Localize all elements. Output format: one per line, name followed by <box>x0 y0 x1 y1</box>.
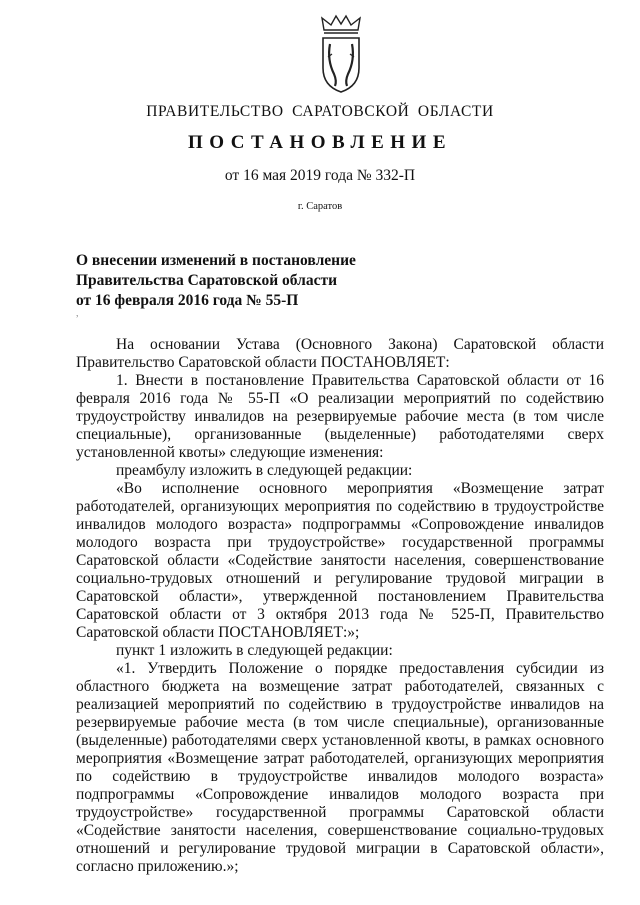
margin-mark: , <box>76 308 79 319</box>
paragraph-preamble-change: преамбулу изложить в следующей редакции: <box>116 462 413 479</box>
paragraph-item-1: 1. Внести в постановление Правительства Саратовской области от 16 февраля 2016 года № 55-П «О реализации мероприятий по содействию трудоустройству инвалидов на резервируемые рабочие места (в том числе специальные), организованные (выделенные) работодателями сверх установленной квоты» следующие изменения: <box>76 372 604 461</box>
paragraph-point-1-text: «1. Утвердить Положение о порядке предоставления субсидии из областного бюджета на возмещение затрат работодателей, связанных с реализацией мероприятий по содействию в трудоустройстве инвалидов на резервируемые рабочие места (в том числе специальные), организованные (выделенные) работодателями сверх установленной квоты, в рамках основного мероприятия «Возмещение затрат работодателей, организующих мероприятия по содействию в трудоустройстве инвалидов молодого возраста» подпрограммы «Сопровождение инвалидов молодого возраста при трудоустройстве» государственной программы Саратовской области «Содействие занятости населения, совершенствование социально-трудовых отношений и регулирование трудовой миграции в Саратовской области», согласно приложению.»; <box>76 660 604 875</box>
subject-line-1: О внесении изменений в постановление <box>76 252 356 269</box>
government-name: ПРАВИТЕЛЬСТВО САРАТОВСКОЙ ОБЛАСТИ <box>146 103 494 120</box>
paragraph-point-1-change: пункт 1 изложить в следующей редакции: <box>116 642 393 659</box>
paragraph-preamble: На основании Устава (Основного Закона) Саратовской области Правительство Саратовской области ПОСТАНОВЛЯЕТ: <box>76 336 604 371</box>
document-body <box>76 336 604 876</box>
document-subject <box>76 251 356 311</box>
document-type: ПОСТАНОВЛЕНИЕ <box>187 132 453 153</box>
saratov-coat-of-arms-icon <box>318 14 364 94</box>
paragraph-preamble-text: «Во исполнение основного мероприятия «Возмещение затрат работодателей, организующих мероприятия по содействию в трудоустройстве инвалидов молодого возраста» подпрограммы «Сопровождение инвалидов молодого возраста при трудоустройстве» государственной программы Саратовской области «Содействие занятости населения, совершенствование социально-трудовых отношений и регулирование трудовой миграции в Саратовской области», утвержденной постановлением Правительства Саратовской области от 3 октября 2013 года № 525-П, Правительство Саратовской области ПОСТАНОВЛЯЕТ:»; <box>76 480 604 641</box>
subject-line-2: Правительства Саратовской области <box>76 272 337 289</box>
document-date-number: от 16 мая 2019 года № 332-П <box>224 167 416 184</box>
document-city: г. Саратов <box>297 201 343 212</box>
subject-line-3: от 16 февраля 2016 года № 55-П <box>76 292 299 309</box>
